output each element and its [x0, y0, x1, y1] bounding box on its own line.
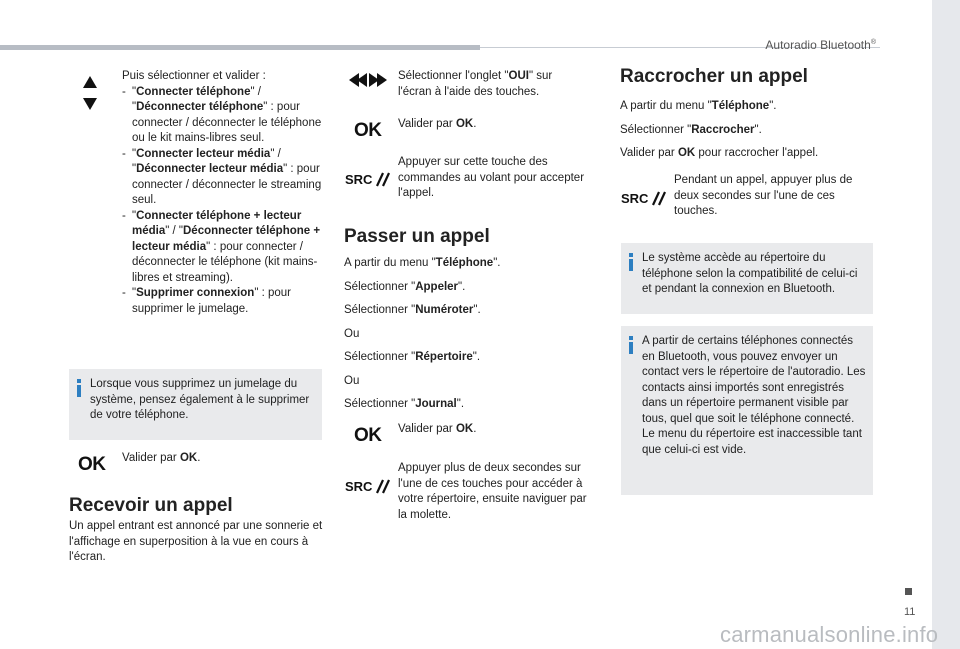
make-call-steps: A partir du menu "Téléphone". Sélectionner "Appeler". Sélectionner "Numéroter". Ou Sélectionner "Répertoire". Ou Sélectionner "Journal". [344, 257, 501, 410]
list-item: - "Connecter téléphone + lecteur média" / "Déconnecter téléphone + lecteur média" : pour connecter / déconnecter le téléphone (kit mains-libres et streaming). [122, 209, 321, 284]
validate-text: Valider par OK. [398, 423, 477, 435]
hang-up-steps: A partir du menu "Téléphone". Sélectionner "Raccrocher". Valider par OK pour raccrocher l'appel. [620, 100, 819, 159]
note-box-contacts: A partir de certains téléphones connectés en Bluetooth, vous pouvez envoyer un contact vers le répertoire de l'autoradio. Les contacts ainsi importés sont enregistrés dans un répertoire permanent visible par tous, quel que soit le téléphone connecté. Le menu du répertoire est inaccessible tant que celui-ci est vide. [621, 326, 873, 495]
list-item: - "Connecter téléphone" / "Déconnecter téléphone" : pour connecter / déconnecter le téléphone ou le kit mains-libres seul. [122, 85, 322, 144]
ok-button-icon: OK [354, 120, 382, 141]
connection-options [122, 69, 322, 317]
intro-text: Puis sélectionner et valider : [122, 70, 266, 82]
ok-button-icon: OK [78, 454, 106, 475]
press-accept-text: Appuyer sur cette touche des commandes au volant pour accepter l'appel. [398, 156, 585, 199]
heading-make-call: Passer un appel [344, 226, 490, 247]
note-box-compatibility: Le système accède au répertoire du téléphone selon la compatibilité de celui-ci et pendant la connexion en Bluetooth. [621, 243, 873, 314]
heading-hang-up: Raccrocher un appel [620, 66, 808, 87]
up-down-arrows-icon [82, 76, 98, 117]
continue-marker [905, 588, 912, 595]
info-icon [77, 379, 81, 397]
list-item: - "Supprimer connexion" : pour supprimer le jumelage. [122, 287, 291, 315]
src-steering-button-icon: SRC [345, 170, 392, 188]
press-hangup-text: Pendant un appel, appuyer plus de deux secondes sur l'une de ces touches. [674, 174, 853, 217]
select-tab-text: Sélectionner l'onglet "OUI" sur l'écran à l'aide des touches. [398, 70, 553, 98]
src-steering-button-icon: SRC [345, 477, 392, 495]
page-edge-strip [932, 0, 960, 649]
validate-text: Valider par OK. [398, 118, 477, 130]
info-icon [629, 336, 633, 354]
press-directory-text: Appuyer plus de deux secondes sur l'une de ces touches pour accéder à votre répertoire, ensuite naviguer par la molette. [398, 462, 587, 521]
validate-text: Valider par OK. [122, 452, 201, 464]
heading-receive-call: Recevoir un appel [69, 495, 233, 516]
receive-call-text: Un appel entrant est annoncé par une sonnerie et l'affichage en superposition à la vue en cours à l'écran. [69, 520, 323, 563]
ok-button-icon: OK [354, 425, 382, 446]
src-steering-button-icon: SRC [621, 189, 668, 207]
note-box-unpair: Lorsque vous supprimez un jumelage du système, pensez également à le supprimer de votre téléphone. [69, 369, 322, 440]
info-icon [629, 253, 633, 271]
page-number: 11 [904, 606, 916, 618]
header-rule [0, 45, 480, 50]
list-item: - "Connecter lecteur média" / "Déconnecter lecteur média" : pour connecter / déconnecter le streaming seul. [122, 147, 322, 206]
left-right-arrows-icon [349, 73, 387, 92]
section-title: Autoradio Bluetooth® [765, 38, 876, 52]
watermark: carmanualsonline.info [720, 622, 939, 647]
